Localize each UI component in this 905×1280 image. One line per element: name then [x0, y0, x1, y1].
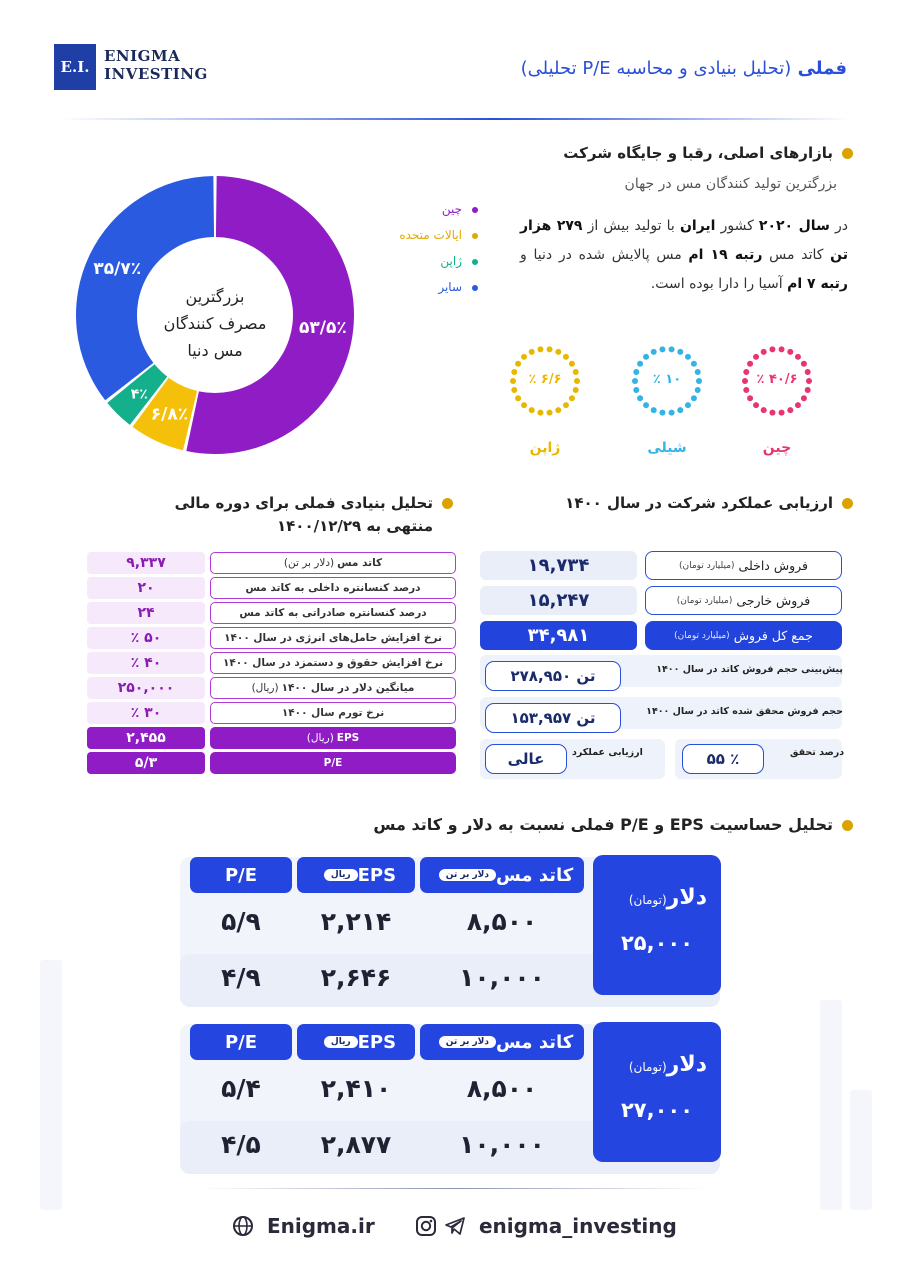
bg-decor	[40, 960, 62, 1210]
fundamental-label-unit: (ریال)	[251, 682, 279, 694]
producer-name: ژاپن	[529, 440, 561, 456]
legend-label: ژاپن	[440, 254, 462, 268]
fundamental-label-text: درصد کنسانتره صادراتی به کاتد مس	[239, 607, 427, 619]
ring-dot	[691, 395, 697, 401]
bullet-icon	[842, 498, 853, 509]
legend-item	[438, 280, 478, 294]
ring-dot	[569, 361, 575, 367]
fundamental-label-unit: (ریال)	[306, 732, 334, 744]
bullet-icon	[842, 148, 853, 159]
fundamental-label	[210, 727, 456, 749]
performance-label-text: فروش خارجی	[736, 593, 811, 608]
ring-dot	[795, 354, 801, 360]
fundamental-label-text: EPS	[336, 732, 360, 744]
bg-decor	[850, 1090, 872, 1210]
markets-paragraph: در سال ۲۰۲۰ کشور ایران با تولید بیش از ۲۷۹ هزار تن کاتد مس رتبه ۱۹ ام مس پالایش شده در دنیا و رتبه ۷ ام آسیا را دارا بوده است.	[520, 218, 848, 292]
evaluation-label: ارزیابی عملکرد	[572, 747, 643, 758]
fundamental-value: ۴۰ ٪	[87, 652, 205, 674]
ring-dot	[769, 346, 775, 352]
donut-center-line: بزرگترین	[185, 287, 245, 306]
dollar-unit: (تومان)	[628, 893, 667, 907]
ring-dot	[747, 361, 753, 367]
pe-value: ۵/۴	[221, 1074, 261, 1103]
donut-slice-label: ۴٪	[130, 386, 148, 403]
fundamental-label-text: P/E	[323, 757, 343, 769]
ring-dot	[677, 407, 683, 413]
header-eps	[297, 857, 415, 893]
logo-line1: ENIGMA	[104, 47, 181, 65]
ring-dot	[753, 354, 759, 360]
fundamental-value: ۲,۴۵۵	[87, 727, 205, 749]
performance-label	[645, 586, 842, 615]
markets-heading	[563, 144, 853, 162]
dollar-value: ۲۵,۰۰۰	[620, 931, 694, 955]
fundamental-label-unit: (دلار بر تن)	[283, 557, 335, 569]
paragraph-emphasis: سال ۲۰۲۰	[758, 218, 830, 234]
markets-subheading: بزرگترین تولید کنندگان مس در جهان	[624, 176, 837, 192]
fundamental-label-text: نرخ افزایش حقوق و دستمزد در سال ۱۴۰۰	[222, 657, 444, 669]
donut-slice-label: ۳۵/۷٪	[93, 258, 142, 279]
bg-decor	[820, 1000, 842, 1210]
telegram-icon	[444, 1215, 466, 1237]
cathode-value: ۸,۵۰۰	[466, 1074, 538, 1103]
title-rest: (تحلیل بنیادی و محاسبه P/E تحلیلی)	[520, 58, 792, 79]
paragraph-emphasis: رتبه ۱۹ ام	[688, 247, 763, 263]
header-eps-text: EPS	[357, 1031, 397, 1053]
fundamental-label-text: میانگین دلار در سال ۱۴۰۰	[281, 682, 415, 694]
dollar-label-text: دلار	[666, 885, 707, 910]
social-link[interactable]	[415, 1212, 677, 1238]
donut-center-line: مصرف کنندگان	[163, 314, 267, 333]
ring-dot	[747, 395, 753, 401]
donut-slice-label: ۶/۸٪	[150, 404, 189, 425]
performance-label	[645, 621, 842, 650]
achievement-value: ۵۵ ٪	[682, 744, 764, 774]
ring-dot	[537, 346, 543, 352]
fundamental-value: ۳۰ ٪	[87, 702, 205, 724]
ring-dot	[677, 349, 683, 355]
legend-dot	[472, 285, 478, 291]
header-cathode	[420, 857, 584, 893]
donut-slice-label: ۵۳/۵٪	[298, 317, 347, 338]
ring-dot	[511, 387, 517, 393]
actual-label: حجم فروش محقق شده کاتد در سال ۱۴۰۰	[646, 706, 843, 717]
producer-name: شیلی	[647, 440, 687, 456]
dollar-value: ۲۷,۰۰۰	[620, 1098, 694, 1122]
fundamental-value: ۲۵۰,۰۰۰	[87, 677, 205, 699]
ring-dot	[563, 402, 569, 408]
achievement-label: درصد تحقق	[790, 747, 845, 758]
ring-dot	[521, 354, 527, 360]
eps-value: ۲,۶۴۶	[320, 963, 392, 992]
fundamental-label	[210, 627, 456, 649]
cathode-unit-tag: دلار بر تن	[439, 1036, 496, 1048]
ring-dot	[521, 402, 527, 408]
fundamental-label-text: نرخ تورم سال ۱۴۰۰	[281, 707, 385, 719]
ring-dot	[547, 346, 553, 352]
legend-item	[440, 254, 478, 268]
donut-center-title	[140, 283, 290, 364]
fundamental-label	[210, 577, 456, 599]
header-cathode	[420, 1024, 584, 1060]
paragraph-emphasis: ایران	[679, 218, 716, 234]
performance-label-text: فروش داخلی	[738, 558, 809, 573]
cathode-value: ۱۰,۰۰۰	[459, 963, 545, 992]
forecast-label: پیش‌بینی حجم فروش کاتد در سال ۱۴۰۰	[656, 664, 843, 675]
fundamental-value: ۵۰ ٪	[87, 627, 205, 649]
legend-dot	[472, 207, 478, 213]
cathode-unit-tag: دلار بر تن	[439, 869, 496, 881]
pe-value: ۴/۵	[221, 1130, 261, 1159]
header-pe: P/E	[190, 857, 292, 893]
pe-value: ۴/۹	[221, 963, 261, 992]
ring-dot	[643, 402, 649, 408]
ring-dot	[769, 410, 775, 416]
logo-line2: INVESTING	[104, 65, 208, 83]
ring-dot	[515, 361, 521, 367]
legend-dot	[472, 259, 478, 265]
ring-dot	[573, 387, 579, 393]
ring-dot	[685, 402, 691, 408]
globe-icon	[232, 1215, 254, 1237]
website-text: Enigma.ir	[266, 1213, 375, 1238]
ring-dot	[529, 407, 535, 413]
performance-value: ۱۵,۲۴۷	[480, 586, 637, 615]
header-pe: P/E	[190, 1024, 292, 1060]
ring-dot	[547, 410, 553, 416]
fundamental-heading-line2: منتهی به ۱۴۰۰/۱۲/۲۹	[277, 517, 433, 535]
sensitivity-heading-text: تحلیل حساسیت EPS و P/E فملی نسبت به دلار و کاتد مس	[373, 815, 833, 834]
ring-dot	[787, 349, 793, 355]
performance-label-text: جمع کل فروش	[733, 628, 813, 643]
ring-dot	[801, 361, 807, 367]
ring-dot	[743, 387, 749, 393]
eps-value: ۲,۴۱۰	[320, 1074, 392, 1103]
fundamental-label	[210, 602, 456, 624]
dollar-label	[625, 885, 707, 910]
fundamental-label	[210, 702, 456, 724]
bullet-icon	[442, 498, 453, 509]
header-eps	[297, 1024, 415, 1060]
performance-label	[645, 551, 842, 580]
ring-dot	[515, 395, 521, 401]
ring-dot	[761, 407, 767, 413]
fundamental-label-text: نرخ افزایش حامل‌های انرژی در سال ۱۴۰۰	[224, 632, 442, 644]
ring-dot	[787, 407, 793, 413]
instagram-icon	[415, 1215, 437, 1237]
ring-dot	[695, 387, 701, 393]
page-title	[521, 58, 847, 79]
fundamental-value: ۹,۳۳۷	[87, 552, 205, 574]
ring-dot	[537, 410, 543, 416]
fundamental-label	[210, 677, 456, 699]
header-cathode-text: کاتد مس	[495, 1031, 574, 1053]
ring-dot	[779, 410, 785, 416]
ring-dot	[753, 402, 759, 408]
ring-dot	[795, 402, 801, 408]
footer-divider	[200, 1188, 710, 1189]
logo-mark: E.I.	[54, 44, 96, 90]
ring-dot	[669, 346, 675, 352]
performance-label-unit: (میلیارد تومان)	[679, 560, 735, 571]
eps-unit-tag: ریال	[324, 1036, 358, 1048]
eps-value: ۲,۸۷۷	[320, 1130, 392, 1159]
sensitivity-heading	[373, 815, 853, 834]
legend-label: سایر	[438, 280, 462, 294]
fundamental-label-text: درصد کنسانتره داخلی به کاتد مس	[245, 582, 421, 594]
fundamental-value: ۲۰	[87, 577, 205, 599]
evaluation-value: عالی	[485, 744, 567, 774]
dollar-label-text: دلار	[666, 1052, 707, 1077]
eps-unit-tag: ریال	[324, 869, 358, 881]
ring-dot	[555, 407, 561, 413]
bullet-icon	[842, 820, 853, 831]
ring-dot	[569, 395, 575, 401]
paragraph-emphasis: رتبه ۷ ام	[787, 276, 848, 292]
paragraph-emphasis: ۲۷۹ هزار تن	[520, 218, 848, 263]
fundamental-label-text: کاتد مس	[337, 557, 383, 569]
cathode-value: ۸,۵۰۰	[466, 907, 538, 936]
legend-dot	[472, 233, 478, 239]
donut-center-line: مس دنیا	[187, 341, 243, 360]
ring-dot	[669, 410, 675, 416]
ring-dot	[637, 361, 643, 367]
producer-name: چین	[762, 440, 792, 456]
performance-value: ۳۴,۹۸۱	[480, 621, 637, 650]
website-link[interactable]	[232, 1212, 375, 1238]
header-divider	[60, 118, 850, 120]
ring-dot	[761, 349, 767, 355]
producer-share: ۴۰/۶ ٪	[756, 372, 798, 387]
ring-dot	[563, 354, 569, 360]
cathode-value: ۱۰,۰۰۰	[459, 1130, 545, 1159]
legend-label: ایالات متحده	[399, 228, 462, 242]
performance-heading	[565, 494, 853, 512]
dollar-unit: (تومان)	[628, 1060, 667, 1074]
performance-heading-text: ارزیابی عملکرد شرکت در سال ۱۴۰۰	[565, 494, 833, 512]
ring-dot	[659, 410, 665, 416]
ring-dot	[805, 387, 811, 393]
forecast-value: ۲۷۸,۹۵۰ تن	[485, 661, 621, 691]
header-cathode-text: کاتد مس	[495, 864, 574, 886]
fundamental-label	[210, 552, 456, 574]
producer-share: ۶/۶ ٪	[528, 372, 562, 387]
ring-dot	[529, 349, 535, 355]
dollar-label	[625, 1052, 707, 1077]
performance-label-unit: (میلیارد تومان)	[674, 630, 730, 641]
ring-dot	[685, 354, 691, 360]
ring-dot	[691, 361, 697, 367]
dollar-card	[593, 1022, 721, 1162]
ring-dot	[633, 387, 639, 393]
ring-dot	[651, 407, 657, 413]
title-symbol: فملی	[797, 58, 847, 79]
ring-dot	[651, 349, 657, 355]
header-eps-text: EPS	[357, 864, 397, 886]
fundamental-heading	[175, 494, 453, 512]
fundamental-label	[210, 652, 456, 674]
legend-item	[399, 228, 478, 242]
ring-dot	[801, 395, 807, 401]
dollar-card	[593, 855, 721, 995]
fundamental-heading-line1: تحلیل بنیادی فملی برای دوره مالی	[174, 494, 433, 512]
ring-dot	[643, 354, 649, 360]
eps-value: ۲,۲۱۴	[320, 907, 392, 936]
logo-text	[104, 47, 208, 83]
ring-dot	[779, 346, 785, 352]
legend-label: چین	[441, 202, 462, 216]
fundamental-value: ۵/۳	[87, 752, 205, 774]
producer-share: ۱۰ ٪	[652, 372, 682, 387]
pe-value: ۵/۹	[221, 907, 261, 936]
markets-heading-text: بازارهای اصلی، رقبا و جایگاه شرکت	[563, 144, 833, 162]
ring-dot	[659, 346, 665, 352]
performance-value: ۱۹,۷۳۴	[480, 551, 637, 580]
performance-label-unit: (میلیارد تومان)	[676, 595, 733, 606]
actual-value: ۱۵۳,۹۵۷ تن	[485, 703, 621, 733]
ring-dot	[637, 395, 643, 401]
legend-item	[442, 202, 478, 216]
social-text: enigma_investing	[478, 1213, 677, 1238]
fundamental-value: ۲۴	[87, 602, 205, 624]
ring-dot	[555, 349, 561, 355]
fundamental-label	[210, 752, 456, 774]
